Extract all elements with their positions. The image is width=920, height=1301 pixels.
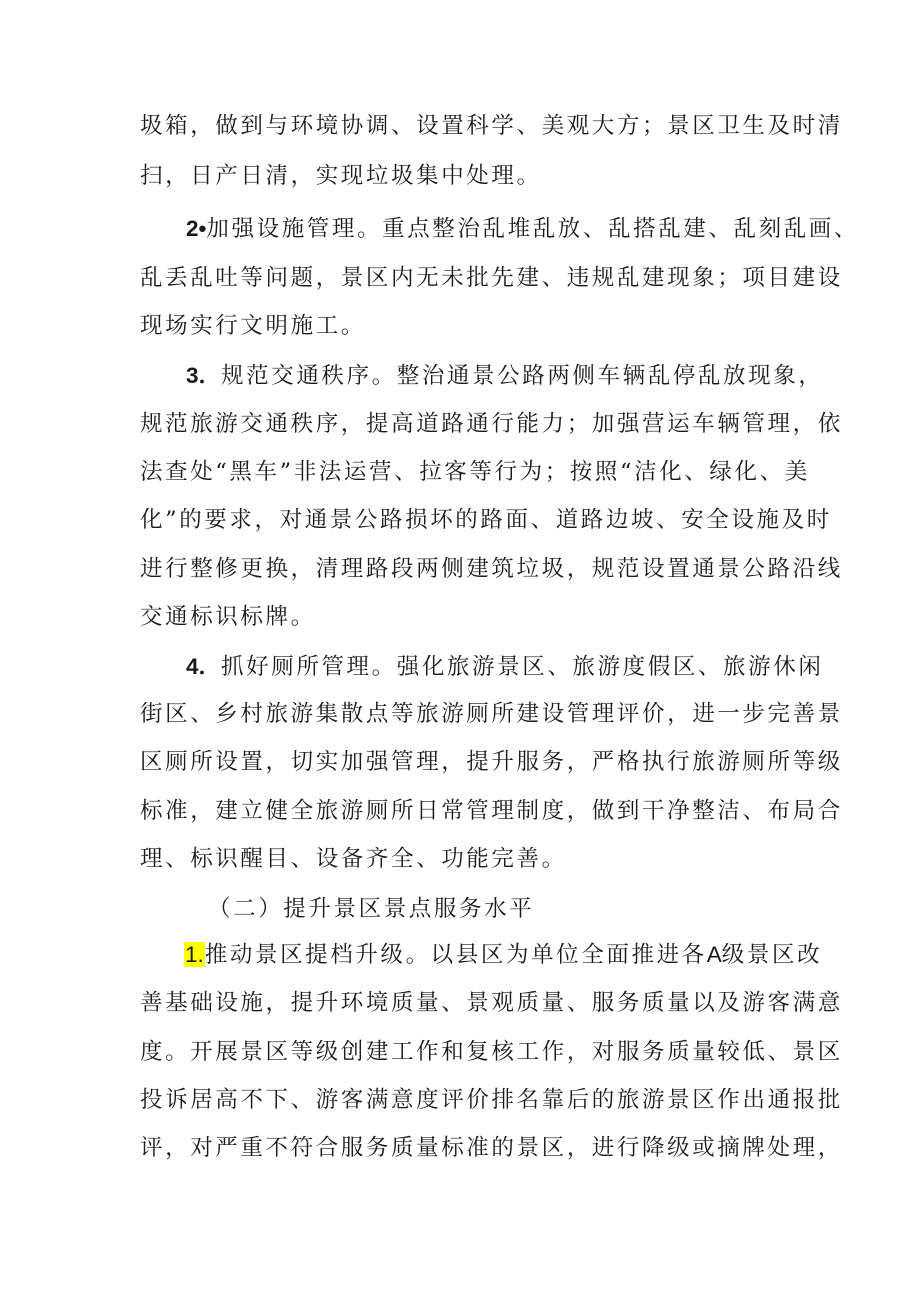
line-text: 街区、乡村旅游集散点等旅游厕所建设管理评价，进一步完善景	[140, 701, 843, 727]
section-heading	[208, 889, 808, 929]
item-4-line-5	[140, 839, 800, 879]
item-number: 4．	[186, 654, 222, 679]
item-4-line-2	[140, 694, 843, 734]
line-text: 规范交通秩序。整治通景公路两侧车辆乱停乱放现象，	[221, 363, 824, 389]
line-text: 标准，建立健全旅游厕所日常管理制度，做到干净整洁、布局合	[140, 798, 843, 824]
item-3-line-4	[140, 500, 832, 540]
highlighted-item-number: 1.	[185, 942, 204, 967]
item-2-line-1	[186, 209, 859, 249]
line-text: 化”的要求，对通景公路损坏的路面、道路边坡、安全设施及时	[140, 507, 832, 533]
line-text: 度。开展景区等级创建工作和复核工作，对服务质量较低、景区	[140, 1039, 843, 1065]
item-number: 2•	[186, 216, 207, 241]
line-text: 法查处“黑车”非法运营、拉客等行为；按照“洁化、绿化、美	[140, 459, 810, 485]
item-2-line-3	[140, 306, 800, 346]
item-3-line-3	[140, 452, 810, 492]
line-text: 进行整修更换，清理路段两侧建筑垃圾，规范设置通景公路沿线	[140, 556, 843, 582]
item-1-line-2	[140, 983, 843, 1023]
line-text: 级景区改	[721, 942, 823, 968]
item-3-line-2	[140, 404, 843, 444]
item-3-line-5	[140, 549, 843, 589]
item-3-line-1	[186, 356, 824, 396]
item-number: 3．	[186, 363, 222, 388]
item-4-line-1	[186, 647, 824, 687]
line-text: 加强设施管理。重点整治乱堆乱放、乱搭乱建、乱刻乱画、	[206, 216, 859, 242]
line-text: 区厕所设置，切实加强管理，提升服务，严格执行旅游厕所等级	[140, 749, 843, 775]
line-text: 评，对严重不符合服务质量标准的景区，进行降级或摘牌处理，	[140, 1135, 843, 1161]
line-text: 抓好厕所管理。强化旅游景区、旅游度假区、旅游休闲	[221, 654, 824, 680]
item-4-line-3	[140, 742, 843, 782]
line-text: 理、标识醒目、设备齐全、功能完善。	[140, 846, 567, 872]
item-3-line-6	[140, 597, 800, 637]
heading-text: （二）提升景区景点服务水平	[208, 896, 535, 922]
item-1-line-4	[140, 1080, 843, 1120]
line-text: 现场实行文明施工。	[140, 313, 366, 339]
line-text: 善基础设施，提升环境质量、景观质量、服务质量以及游客满意	[140, 990, 843, 1016]
line-text: 交通标识标牌。	[140, 604, 316, 630]
line-text: 圾箱，做到与环境协调、设置科学、美观大方；景区卫生及时清	[140, 113, 843, 139]
item-1-line-5	[140, 1128, 843, 1168]
item-1-line-1	[184, 935, 823, 975]
grade-letter: A	[706, 942, 722, 967]
line-text: 规范旅游交通秩序，提高道路通行能力；加强营运车辆管理，依	[140, 411, 843, 437]
paragraph-line-2	[140, 156, 800, 196]
line-text: 乱丢乱吐等问题，景区内无未批先建、违规乱建现象；项目建设	[140, 265, 843, 291]
paragraph-line-1	[140, 106, 843, 146]
line-text: 投诉居高不下、游客满意度评价排名靠后的旅游景区作出通报批	[140, 1087, 843, 1113]
line-text: 推动景区提档升级。以县区为单位全面推进各	[204, 942, 707, 968]
item-2-line-2	[140, 258, 843, 298]
item-1-line-3	[140, 1032, 843, 1072]
line-text: 扫，日产日清，实现垃圾集中处理。	[140, 163, 542, 189]
item-4-line-4	[140, 791, 843, 831]
